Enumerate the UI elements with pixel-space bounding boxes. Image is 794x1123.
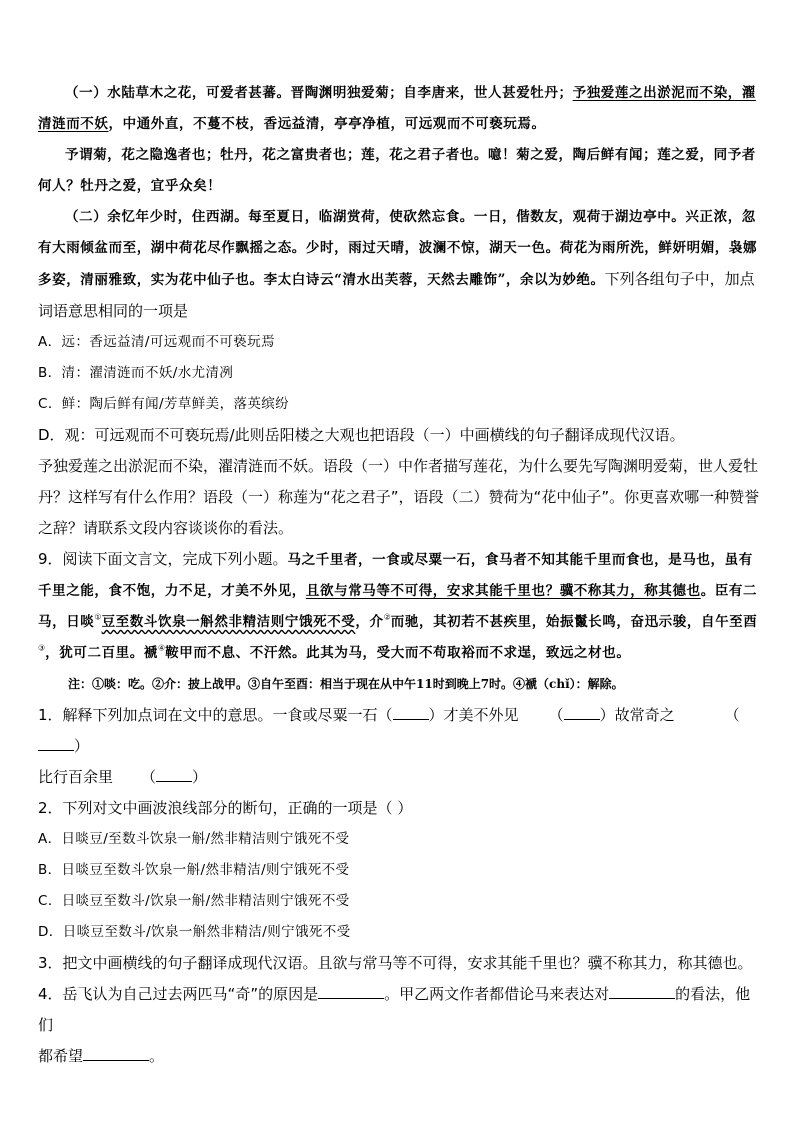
sub-question-4-text: 。 xyxy=(149,1047,165,1065)
answer-blank[interactable] xyxy=(564,705,600,720)
question-9-underlined-sentence: 且欲与常马等不可得，安求其能千里也？骥不称其力，称其德也 xyxy=(305,583,701,599)
sub-question-1-text: 比行百余里 xyxy=(38,768,114,786)
passage-one-text-continued: ，中通外直，不蔓不枝，香远益清，亭亭净植，可远观而不可亵玩焉。 xyxy=(108,116,546,132)
underlined-sentence-part-2: 清涟而不妖 xyxy=(38,116,109,132)
passage-one-text: （一）水陆草木之花，可爱者甚蕃。晋陶渊明独爱菊；自李唐来，世人甚爱牡丹； xyxy=(65,85,573,101)
translation-and-discussion-question: 予独爱莲之出淤泥而不染，濯清涟而不妖。语段（一）中作者描写莲花，为什么要先写陶渊明爱菊，世人爱牡丹？这样写有什么作用？语段（一）称莲为“花之君子”，语段（二）赞荷为“花中仙子”。你更喜欢哪一种赞誉之辞？请联系文段内容谈谈你的看法。 xyxy=(38,457,760,537)
passage-two-text: （二）余忆年少时，住西湖。每至夏日，临湖赏荷，使砍然忘食。一日，偕数友，观荷于湖边亭中。兴正浓，忽有大雨倾盆而至，湖中荷花尽作飘摇之态。少时，雨过天晴，波澜不惊，湖天一色。荷花为雨所洗，鲜妍明媚，袅娜多姿，清丽雅致，实为花中仙子也。李太白诗云“清水出芙蓉，天然去雕饰”，余以为妙绝。 xyxy=(38,209,758,288)
answer-blank[interactable] xyxy=(83,1046,149,1061)
answer-blank[interactable] xyxy=(609,984,675,999)
question-9-text: 马之千里者，一食或尽粟一石，食马者不知其能千里而食也，是马也，虽有千里之能，食不饱，力不足，才美不外见， xyxy=(38,552,753,599)
sub-question-1-text: （ xyxy=(724,706,740,724)
sub-question-1-text: （ xyxy=(141,768,157,786)
footnote-marker: ④ xyxy=(157,643,166,653)
sub-question-1-text: ） xyxy=(74,737,90,755)
sub-question-4-text: 。甲乙两文作者都借论马来表达对 xyxy=(384,985,610,1003)
option-c: C．鲜：陶后鲜有闻/芳草鲜美，落英缤纷 xyxy=(38,396,290,412)
question-9-text: 而驰，其初若不甚疾里，始振鬣长鸣，奋迅示骏，自午至酉 xyxy=(390,614,758,630)
question-9-passage xyxy=(38,544,760,669)
answer-blank[interactable] xyxy=(318,984,384,999)
question-9-label: 9．阅读下面文言文，完成下列小题。 xyxy=(38,550,288,568)
passage-one-paragraph-2: 予谓菊，花之隐逸者也；牡丹，花之富贵者也；莲，花之君子者也。噫！菊之爱，陶后鲜有闻；莲之爱，同予者何人？牡丹之爱，宜乎众矣！ xyxy=(38,147,756,194)
question-9-text: 。臣有二马，日啖 xyxy=(38,583,758,630)
underlined-sentence-part-1: 予独爱莲之出淤泥而不染，濯 xyxy=(572,85,756,101)
sub-question-4-text: 的看法，他们 xyxy=(38,985,751,1034)
question-9-wavy-underlined: 豆至数斗饮泉一斛然非精洁则宁饿死不受 xyxy=(101,614,356,630)
sub-question-1-text: ） xyxy=(192,768,208,786)
sub-question-4-text: 都希望 xyxy=(38,1047,84,1065)
question-9-text: 鞍甲而不息、不汗然。此其为马，受大而不苟取裕而不求逞，致远之材也。 xyxy=(165,645,631,661)
sub-question-2-stem: 2．下列对文中画波浪线部分的断句，正确的一项是（ ） xyxy=(38,799,413,817)
sub-question-2-option-b: B．日啖豆至数斗饮泉一斛/然非精洁/则宁饿死不受 xyxy=(38,862,350,878)
sub-question-2-option-a: A．日啖豆/至数斗饮泉一斛/然非精洁则宁饿死不受 xyxy=(38,831,350,847)
question-9-text: ，介 xyxy=(355,614,384,630)
sub-question-3: 3．把文中画横线的句子翻译成现代汉语。且欲与常马等不可得，安求其能千里也？骥不称其力，称其德也。 xyxy=(38,954,753,972)
sub-question-1-text: ）故常奇之 xyxy=(599,706,675,724)
passage-one-paragraph-1 xyxy=(38,78,760,140)
answer-blank[interactable] xyxy=(393,705,429,720)
footnote-marker: ③ xyxy=(38,643,46,653)
sub-question-4 xyxy=(38,979,760,1072)
option-b: B．清：濯清涟而不妖/水尤清冽 xyxy=(38,365,234,381)
page-content xyxy=(38,78,760,1072)
sub-question-1-text: ）才美不外见 xyxy=(428,706,519,724)
option-d: D．观：可远观而不可亵玩焉/此则岳阳楼之大观也把语段（一）中画横线的句子翻译成现代汉语。 xyxy=(38,426,685,444)
question-stem-word-meaning: 下列各组句子中，加点词语意思相同的一项是 xyxy=(38,270,755,320)
sub-question-1-text: 1．解释下列加点词在文中的意思。一食或尽粟一石（ xyxy=(38,706,393,724)
answer-blank[interactable] xyxy=(156,767,192,782)
sub-question-4-text: 4．岳飞认为自己过去两匹马“奇”的原因是 xyxy=(38,985,319,1003)
footnote-marker: ② xyxy=(383,612,391,622)
option-a: A．远：香远益清/可远观而不可亵玩焉 xyxy=(38,334,275,350)
footnote-marker: ① xyxy=(94,612,102,622)
sub-question-2-option-d: D．日啖豆至数斗/饮泉一斛然非精洁/则宁饿死不受 xyxy=(38,924,351,940)
answer-blank[interactable] xyxy=(38,736,74,751)
passage-two-paragraph xyxy=(38,202,760,327)
sub-question-2-option-c: C．日啖豆至数斗/饮泉一斛/然非精洁则宁饿死不受 xyxy=(38,893,350,909)
question-9-text: ，犹可二百里。褫 xyxy=(45,645,158,661)
sub-question-1 xyxy=(38,700,760,793)
question-9-footnotes: 注：①啖：吃。②介：披上战甲。③自午至酉：相当于现在从中午11时到晚上7时。④褫（chǐ）：解除。 xyxy=(68,677,624,691)
sub-question-1-text: （ xyxy=(548,706,564,724)
